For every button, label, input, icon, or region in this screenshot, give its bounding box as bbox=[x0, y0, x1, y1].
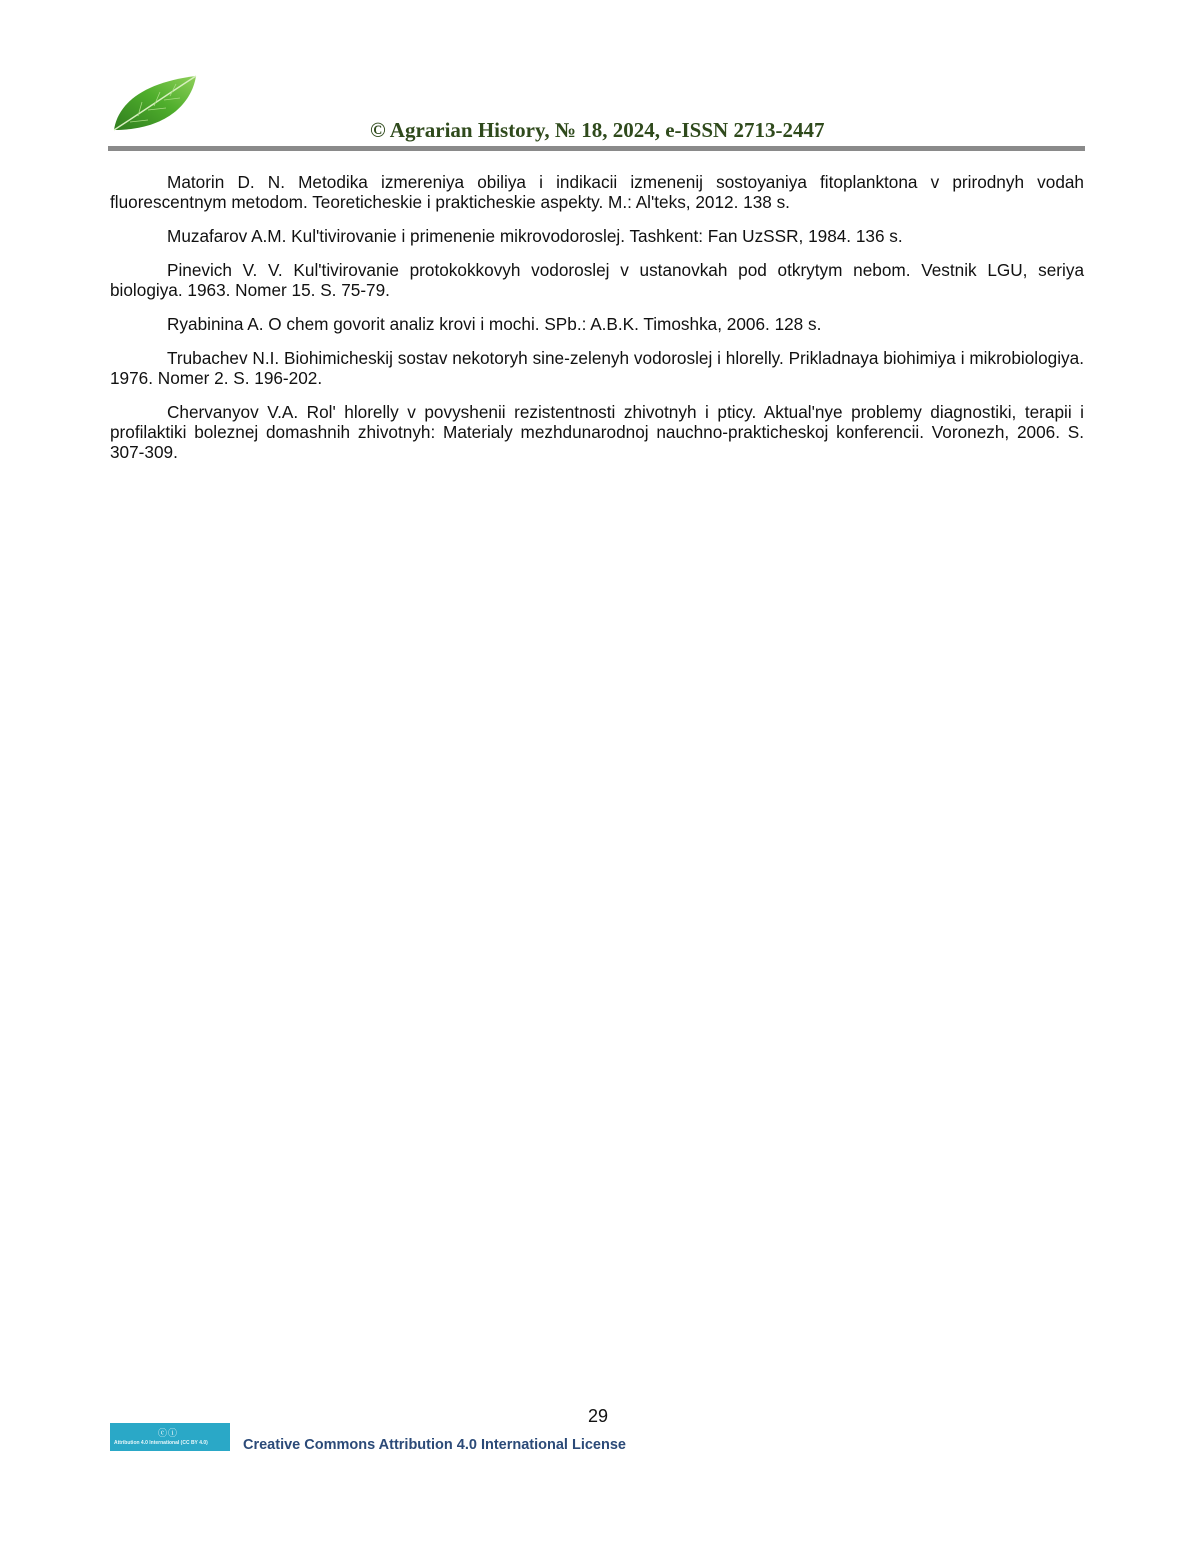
leaf-icon bbox=[108, 72, 200, 134]
reference-item: Matorin D. N. Metodika izmereniya obiliya i indikacii izmenenij sostoyaniya fitoplanktona v prirodnyh vodah fluorescentnym metodom. Teoreticheskie i prakticheskie aspekty. M.: Al'teks, 2012. 138 s. bbox=[110, 172, 1084, 212]
page-number: 29 bbox=[588, 1406, 609, 1426]
reference-item: Ryabinina A. O chem govorit analiz krovi i mochi. SPb.: A.B.K. Timoshka, 2006. 128 s. bbox=[167, 314, 822, 334]
reference-item: Chervanyov V.A. Rol' hlorelly v povyshenii rezistentnosti zhivotnyh i pticy. Aktual'nye problemy diagnostiki, terapii i profilaktiki boleznej domashnih zhivotnyh: Materialy mezhdunarodnoj nauchno-prakticheskoj konferencii. Voronezh, 2006. S. 307-309. bbox=[110, 402, 1084, 462]
header-divider bbox=[108, 146, 1085, 151]
cc-symbols-icon: ⓒⓘ bbox=[158, 1428, 179, 1438]
reference-item: Pinevich V. V. Kul'tivirovanie protokokkovyh vodoroslej v ustanovkah pod otkrytym nebom. Vestnik LGU, seriya biologiya. 1963. Nomer 15. S. 75-79. bbox=[110, 260, 1084, 300]
reference-list bbox=[110, 172, 1084, 476]
cc-by-license-badge-icon[interactable] bbox=[110, 1423, 230, 1451]
cc-badge-caption-icon: Attribution 4.0 International (CC BY 4.0) bbox=[114, 1440, 208, 1446]
reference-item: Muzafarov A.M. Kul'tivirovanie i primenenie mikrovodoroslej. Tashkent: Fan UzSSR, 1984. 136 s. bbox=[167, 226, 903, 246]
license-link[interactable]: Creative Commons Attribution 4.0 International License bbox=[243, 1437, 626, 1453]
journal-title: © Agrarian History, № 18, 2024, e-ISSN 2713-2447 bbox=[370, 118, 825, 142]
reference-item: Trubachev N.I. Biohimicheskij sostav nekotoryh sine-zelenyh vodoroslej i hlorelly. Prikladnaya biohimiya i mikrobiologiya. 1976. Nomer 2. S. 196-202. bbox=[110, 348, 1084, 388]
